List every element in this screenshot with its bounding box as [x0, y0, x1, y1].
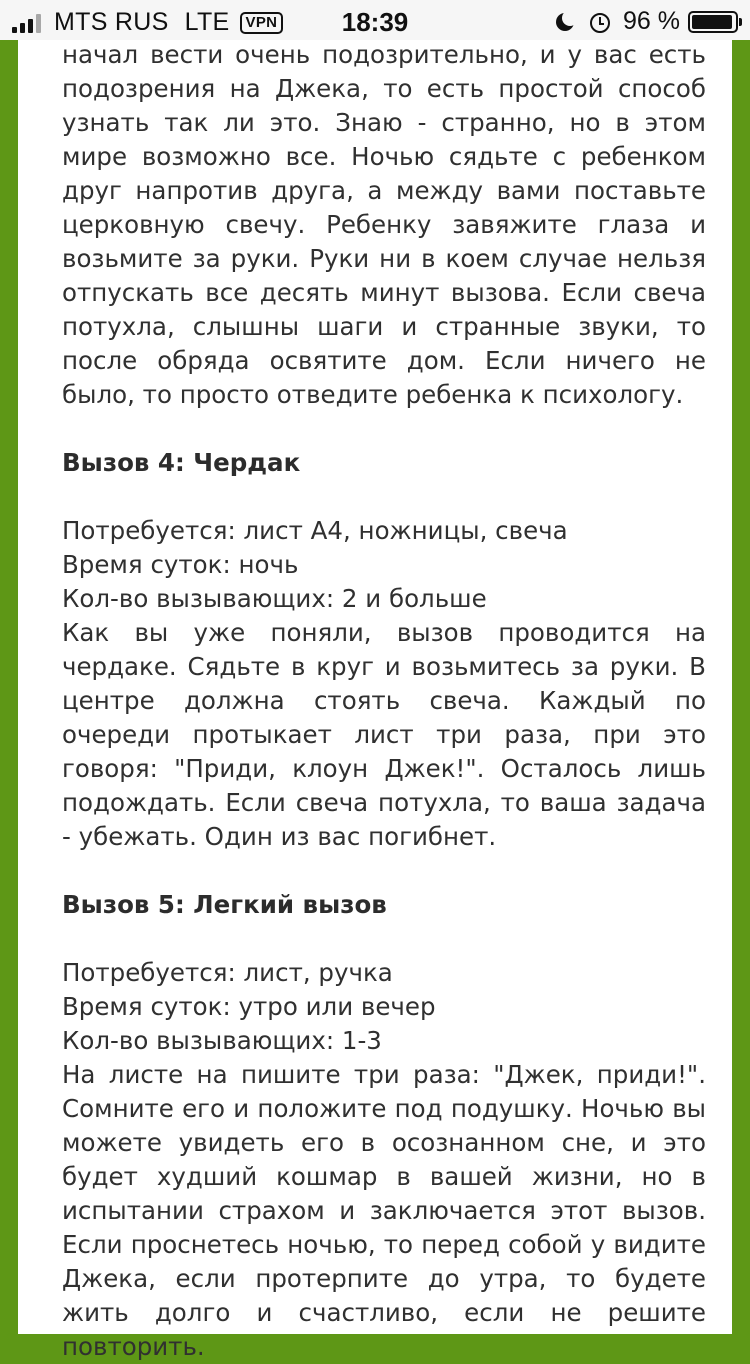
section-title-4: Вызов 4: Чердак: [62, 448, 301, 477]
section-5-time: Время суток: утро или вечер: [62, 992, 436, 1021]
section-title-5: Вызов 5: Легкий вызов: [62, 890, 387, 919]
network-type: LTE: [184, 8, 230, 36]
section-5-description: На листе на пишите три раза: "Джек, приди!". Сомните его и положите под подушку. Ночью вы можете увидеть его в осознанном сне, и это будет худший кошмар в вашей жизни, но в испытании страхом и заключается этот вызов. Если проснетесь ночью, то перед собой у видите Джека, если протерпите до утра, то будете жить долго и счастливо, если не решите повторить.: [62, 1060, 706, 1361]
battery-fill: [692, 15, 732, 29]
article-content: [62, 38, 706, 1364]
section-5-requirements: Потребуется: лист, ручка: [62, 958, 393, 987]
moon-icon: [555, 12, 575, 32]
status-bar: [0, 0, 750, 40]
battery-icon: [688, 11, 738, 33]
section-4-participants: Кол-во вызывающих: 2 и больше: [62, 584, 487, 613]
section-4-requirements: Потребуется: лист А4, ножницы, свеча: [62, 516, 568, 545]
alarm-icon: [589, 11, 611, 33]
section-4-description: Как вы уже поняли, вызов проводится на чердаке. Сядьте в круг и возьмитесь за руки. В центре должна стоять свеча. Каждый по очереди протыкает лист три раза, при это говоря: "Приди, клоун Джек!". Осталось лишь подождать. Если свеча потухла, то ваша задача - убежать. Один из вас погибнет.: [62, 618, 706, 851]
section-5-participants: Кол-во вызывающих: 1-3: [62, 1026, 382, 1055]
article-page[interactable]: [18, 0, 732, 1361]
vpn-badge: VPN: [240, 12, 284, 34]
carrier-name: MTS RUS: [54, 8, 169, 36]
status-right: [555, 7, 738, 36]
section-4-time: Время суток: ночь: [62, 550, 299, 579]
status-time: 18:39: [341, 7, 409, 37]
battery-percent: 96 %: [623, 7, 680, 35]
intro-paragraph: начал вести очень подозрительно, и у вас есть подозрения на Джека, то есть простой способ узнать так ли это. Знаю - странно, но в этом мире возможно все. Ночью сядьте с ребенком друг напротив друга, а между вами поставьте церковную свечу. Ребенку завяжите глаза и возьмите за руки. Руки ни в коем случае нельзя отпускать все десять минут вызова. Если свеча потухла, слышны шаги и странные звуки, то после обряда освятите дом. Если ничего не было, то просто отведите ребенка к психологу.: [62, 40, 706, 409]
